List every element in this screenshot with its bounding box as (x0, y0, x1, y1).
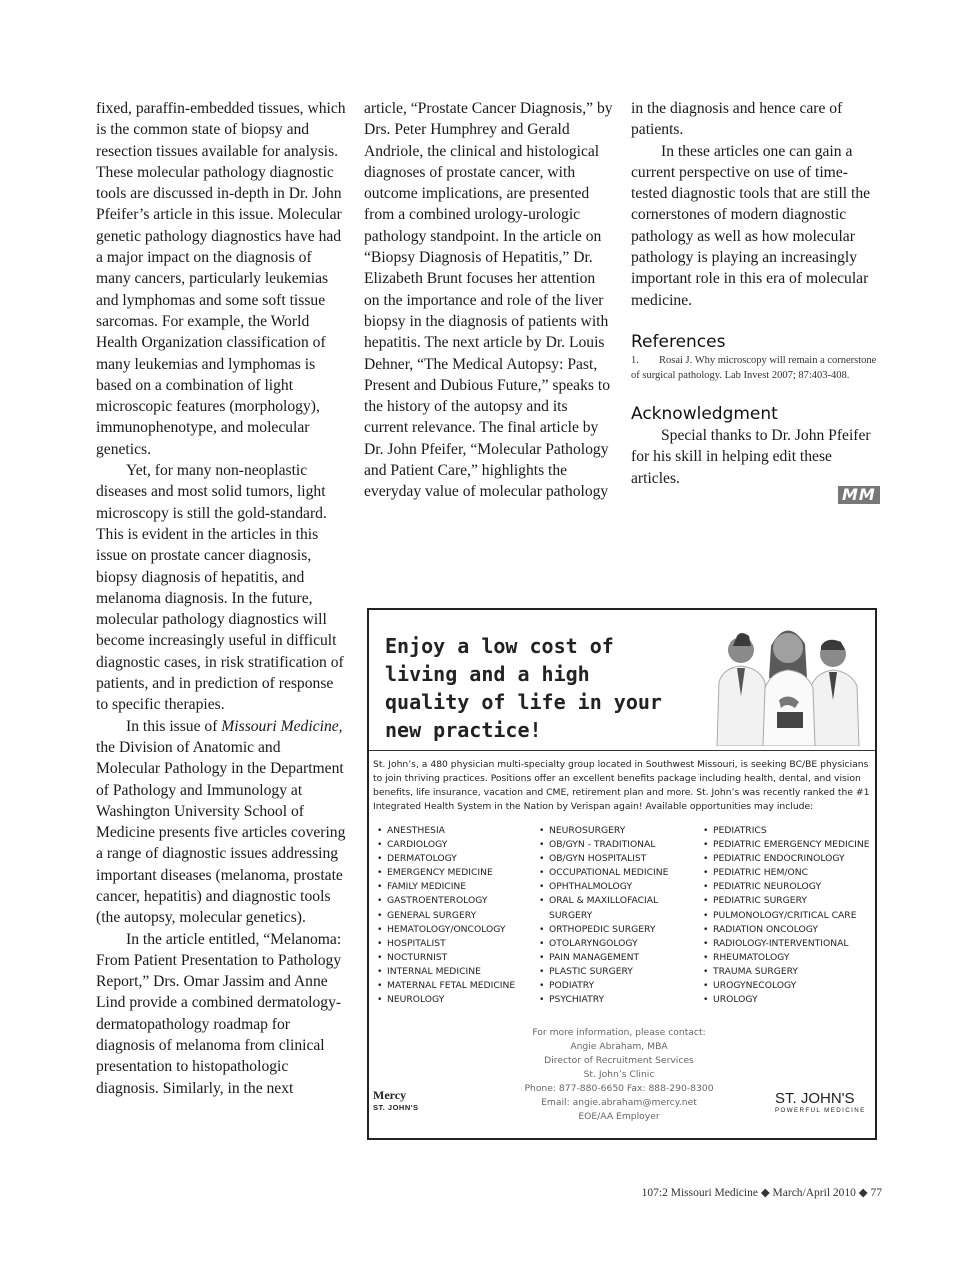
specialty-item: • NOCTURNIST (377, 951, 537, 965)
specialty-item: • UROGYNECOLOGY (703, 979, 873, 993)
specialty-item: • RADIOLOGY-INTERVENTIONAL (703, 937, 873, 951)
specialty-item: • CARDIOLOGY (377, 838, 537, 852)
specialty-item: • HOSPITALIST (377, 937, 537, 951)
paragraph: In these articles one can gain a current perspective on use of time-tested diagnostic tools that are still the cornerstones of modern diagnostic pathology as well as how molecular pathology is playing an increasingly important role in this era of molecular medicine. (631, 142, 871, 309)
contact-line: Angie Abraham, MBA (570, 1041, 668, 1052)
specialty-item: • PSYCHIATRY (539, 993, 699, 1007)
mercy-logo-name: Mercy (373, 1088, 407, 1102)
specialty-item: • ORTHOPEDIC SURGERY (539, 923, 699, 937)
contact-line: St. John’s Clinic (583, 1069, 655, 1080)
specialty-list-1 (377, 824, 537, 1007)
paragraph: In the article entitled, “Melanoma: From Patient Presentation to Pathology Report,” Drs. Omar Jassim and Anne Lind provide a combined dermatology-dermatopathology roadmap for diagnosis of melanoma from clinical presentation to histopathologic diagnosis. Similarly, in the next (96, 930, 342, 1097)
paragraph: in the diagnosis and hence care of patients. (631, 100, 843, 139)
article-column-2 (364, 98, 614, 503)
specialty-item: • TRAUMA SURGERY (703, 965, 873, 979)
specialty-list-3 (703, 824, 873, 1007)
specialty-item: • DERMATOLOGY (377, 852, 537, 866)
specialty-item: • FAMILY MEDICINE (377, 880, 537, 894)
ad-divider (369, 750, 875, 751)
specialty-item: • HEMATOLOGY/ONCOLOGY (377, 923, 537, 937)
st-johns-logo-tagline: POWERFUL MEDICINE (775, 1107, 866, 1114)
specialty-item: • PEDIATRIC SURGERY (703, 894, 873, 908)
journal-name: Missouri Medicine, (221, 717, 343, 735)
specialty-item: • PLASTIC SURGERY (539, 965, 699, 979)
specialty-item: • OB/GYN HOSPITALIST (539, 852, 699, 866)
specialty-item: • PULMONOLOGY/CRITICAL CARE (703, 909, 873, 923)
reference-number: 1. (631, 354, 639, 366)
specialty-item: • ORAL & MAXILLOFACIAL SURGERY (539, 894, 699, 922)
paragraph-text: In this issue of (126, 717, 222, 735)
specialty-item: • PEDIATRICS (703, 824, 873, 838)
contact-line: Email: angie.abraham@mercy.net (541, 1097, 697, 1108)
specialty-item: • PEDIATRIC ENDOCRINOLOGY (703, 852, 873, 866)
ad-header (369, 610, 875, 750)
specialty-item: • PEDIATRIC EMERGENCY MEDICINE (703, 838, 873, 852)
specialty-item: • UROLOGY (703, 993, 873, 1007)
specialty-item: • RHEUMATOLOGY (703, 951, 873, 965)
reference-text: Rosai J. Why microscopy will remain a cornerstone of surgical pathology. Lab Invest 2007; 87:403-408. (631, 354, 877, 381)
specialty-item: • NEUROSURGERY (539, 824, 699, 838)
mercy-logo (373, 1088, 443, 1112)
specialty-item: • INTERNAL MEDICINE (377, 965, 537, 979)
acknowledgment-heading: Acknowledgment (631, 403, 778, 424)
specialty-item: • PEDIATRIC NEUROLOGY (703, 880, 873, 894)
paragraph: fixed, paraffin-embedded tissues, which is the common state of biopsy and resection tissues available for analysis. These molecular pathology diagnostic tools are discussed in-depth in Dr. John Pfeifer’s article in this issue. Molecular genetic pathology diagnostics have had a major impact on the diagnosis of many cancers, particularly leukemias and lymphomas and some soft tissue sarcomas. For example, the World Health Organization classification of many leukemias and lymphomas is based on a combination of light microscopic features (morphology), immunophenotype, and molecular genetics. (96, 100, 346, 458)
contact-line: Phone: 877-880-6650 Fax: 888-290-8300 (524, 1083, 714, 1094)
contact-line: Director of Recruitment Services (544, 1055, 694, 1066)
article-column-3 (631, 98, 883, 489)
mercy-logo-sub: ST. JOHN'S (373, 1103, 419, 1112)
page-footer: 107:2 Missouri Medicine ◆ March/April 2010 ◆ 77 (641, 1187, 882, 1199)
ad-contact-info (469, 1026, 769, 1124)
specialty-item: • ANESTHESIA (377, 824, 537, 838)
specialty-item: • MATERNAL FETAL MEDICINE (377, 979, 537, 993)
specialty-item: • OCCUPATIONAL MEDICINE (539, 866, 699, 880)
contact-line: EOE/AA Employer (578, 1111, 660, 1122)
specialty-item: • OPHTHALMOLOGY (539, 880, 699, 894)
doctors-photo (707, 616, 871, 746)
paragraph: Yet, for many non-neoplastic diseases and most solid tumors, light microscopy is still the gold-standard. This is evident in the articles in this issue on prostate cancer diagnosis, biopsy diagnosis of hepatitis, and melanoma diagnosis. In the future, molecular pathology diagnostics will become increasingly useful in difficult diagnostic cases, in risk stratification of patients, and in prediction of response to specific therapies. (96, 462, 344, 714)
specialty-item: • NEUROLOGY (377, 993, 537, 1007)
acknowledgment-text: Special thanks to Dr. John Pfeifer for his skill in helping edit these articles. (631, 426, 871, 487)
references-heading: References (631, 331, 726, 352)
ad-intro-text: St. John’s, a 480 physician multi-specialty group located in Southwest Missouri, is seeking BC/BE physicians to join thriving practices. Positions offer an excellent benefits package including health, dental, and vision benefits, life insurance, vacation and CME, retirement plan and more. St. John’s was recently ranked the #1 Integrated Health System in the Nation by Verispan again! Available opportunities may include: (373, 759, 870, 812)
paragraph: article, “Prostate Cancer Diagnosis,” by Drs. Peter Humphrey and Gerald Andriole, the clinical and histological diagnoses of prostate cancer, with outcome implications, are presented from a combined urology-urologic pathology standpoint. In the article on “Biopsy Diagnosis of Hepatitis,” Dr. Elizabeth Brunt focuses her attention on the importance and role of the liver biopsy in the diagnosis of patients with hepatitis. The next article by Dr. Louis Dehner, “The Medical Autopsy: Past, Present and Dubious Future,” speaks to the history of the autopsy and its current relevance. The final article by Dr. John Pfeifer, “Molecular Pathology and Patient Care,” highlights the everyday value of molecular pathology (364, 100, 613, 501)
specialty-item: • EMERGENCY MEDICINE (377, 866, 537, 880)
specialty-item: • PEDIATRIC HEM/ONC (703, 866, 873, 880)
specialty-item: • PAIN MANAGEMENT (539, 951, 699, 965)
specialty-list-2 (539, 824, 699, 1007)
specialty-item: • RADIATION ONCOLOGY (703, 923, 873, 937)
mm-logo: MM (838, 486, 880, 504)
reference-item (631, 353, 883, 383)
article-column-1 (96, 98, 348, 1099)
specialty-item: • GENERAL SURGERY (377, 909, 537, 923)
st-johns-advertisement (367, 608, 877, 1140)
ad-headline: Enjoy a low cost of living and a high quality of life in your new practice! (385, 634, 662, 742)
st-johns-logo (775, 1090, 871, 1114)
specialty-item: • OTOLARYNGOLOGY (539, 937, 699, 951)
specialty-item: • GASTROENTEROLOGY (377, 894, 537, 908)
paragraph-text: the Division of Anatomic and Molecular Pathology in the Department of Pathology and Immunology at Washington University School of Medicine presents five articles covering a range of diagnostic issues addressing important diseases (melanoma, prostate cancer, hepatitis) and diagnostic tools (the autopsy, molecular genetics). (96, 738, 346, 927)
st-johns-logo-name: ST. JOHN'S (775, 1090, 855, 1107)
contact-line: For more information, please contact: (532, 1027, 706, 1038)
specialty-item: • OB/GYN - TRADITIONAL (539, 838, 699, 852)
paragraph (96, 716, 348, 929)
specialty-item: • PODIATRY (539, 979, 699, 993)
